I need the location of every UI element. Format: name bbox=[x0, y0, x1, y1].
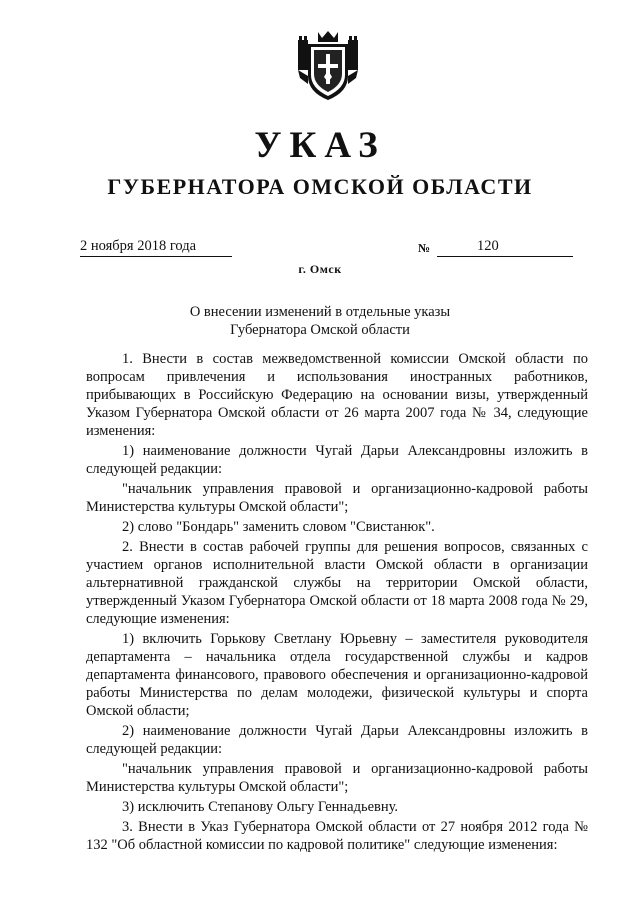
document-heading-line: Губернатора Омской области bbox=[230, 322, 410, 338]
document-heading bbox=[0, 303, 640, 339]
document-type-title: УКАЗ bbox=[254, 125, 386, 166]
paragraph: 1) включить Горькову Светлану Юрьевну – заместителя руководителя департамента – начальника отдела государственной службы и кадров департамента финансового, правового обеспечения и организационно-кадровой работы Министерства по делам молодежи, физической культуры и спорта Омской области; bbox=[86, 631, 588, 719]
paragraph: 2) слово "Бондарь" заменить словом "Свистанюк". bbox=[122, 519, 435, 535]
paragraph: 2) наименование должности Чугай Дарьи Александровны изложить в следующей редакции: bbox=[86, 723, 588, 757]
document-body bbox=[86, 350, 588, 856]
paragraph: 2. Внести в состав рабочей группы для решения вопросов, связанных с участием органов исполнительной власти Омской области в организации альтернативной гражданской службы на территории Омской области, утвержденный Указом Губернатора Омской области от 18 марта 2008 года № 29, следующие изменения: bbox=[86, 539, 588, 627]
paragraph: "начальник управления правовой и организационно-кадровой работы Министерства культуры Омской области"; bbox=[86, 481, 588, 515]
document-heading-line: О внесении изменений в отдельные указы bbox=[189, 304, 451, 320]
decree-number: 120 bbox=[437, 238, 573, 257]
city-label: г. Омск bbox=[298, 262, 342, 276]
decree-date: 2 ноября 2018 года bbox=[80, 238, 232, 257]
paragraph: 3. Внести в Указ Губернатора Омской области от 27 ноября 2012 года № 132 "Об областной комиссии по кадровой политике" следующие изменения: bbox=[86, 819, 588, 853]
paragraph: 1. Внести в состав межведомственной комиссии Омской области по вопросам привлечения и использования иностранных работников, прибывающих в Российскую Федерацию на основании визы, утвержденный Указом Губернатора Омской области от 26 марта 2007 года № 34, следующие изменения: bbox=[86, 351, 588, 439]
issuer-subtitle: ГУБЕРНАТОРА ОМСКОЙ ОБЛАСТИ bbox=[107, 174, 533, 199]
paragraph: 1) наименование должности Чугай Дарьи Александровны изложить в следующей редакции: bbox=[86, 443, 588, 477]
coat-of-arms-icon bbox=[296, 30, 360, 102]
number-sign: № bbox=[418, 241, 431, 255]
paragraph: 3) исключить Степанову Ольгу Геннадьевну. bbox=[122, 799, 399, 815]
paragraph: "начальник управления правовой и организационно-кадровой работы Министерства культуры Омской области"; bbox=[86, 761, 588, 795]
